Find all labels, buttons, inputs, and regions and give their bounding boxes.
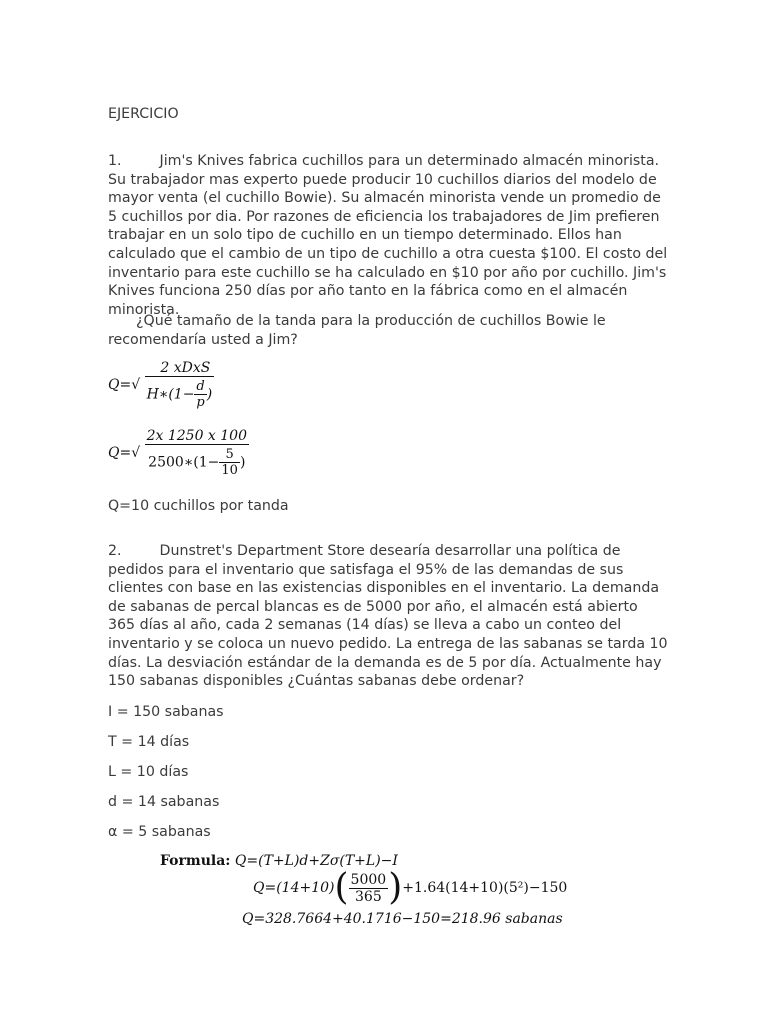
formula-1-fraction <box>145 360 215 410</box>
exercise-1-paragraph <box>108 152 668 319</box>
formula-order-substituted: Q=(14+10)( $\frac{5000}{365}$ )+1.64(14+10)(5²)−150 <box>253 867 568 908</box>
formula-1-lhs: Q=√ <box>108 377 141 393</box>
exercise-1-question-line-2: recomendaría usted a Jim? <box>108 332 298 348</box>
step-2-prefix: Q=(14+10) <box>253 880 335 896</box>
given-inventory: I = 150 sabanas <box>108 704 224 720</box>
formula-eoq-general <box>108 360 214 410</box>
given-demand: d = 14 sabanas <box>108 794 220 810</box>
formula-general-expression: Q=(T+L)d+Zσ(T+L)−I <box>234 853 398 869</box>
given-std-dev: α = 5 sabanas <box>108 824 211 840</box>
exercise-2-paragraph <box>108 542 668 691</box>
exercise-2-text: Dunstret's Department Store desearía desarrollar una política de pedidos para el inventario que satisfaga el 95% de las demandas de sus clientes con base en las existencias disponibles en el inventario. La demanda de sabanas de percal blancas es de 5000 por año, el almacén está abierto 365 días al año, cada 2 semanas (14 días) se lleva a cabo un conteo del inventario y se coloca un nuevo pedido. La entrega de las sabanas se tarda 10 días. La desviación estándar de la demanda es de 5 por día. Actualmente hay 150 sabanas disponibles ¿Cuántas sabanas debe ordenar? <box>108 543 668 690</box>
result-unit: sabanas <box>505 911 563 927</box>
exercise-2-number: 2. <box>108 543 122 559</box>
formula-order-quantity: Formula: Q=(T+L)d+Zσ(T+L)−I <box>160 853 398 869</box>
formula-1-numerator: 2 xDxS <box>160 360 211 376</box>
exercise-1-text: Jim's Knives fabrica cuchillos para un determinado almacén minorista. Su trabajador mas experto puede producir 10 cuchillos diarios del modelo de mayor venta (el cuchillo Bowie). Su almacén minorista vende un promedio de 5 cuchillos por dia. Por razones de eficiencia los trabajadores de Jim prefieren trabajar en un solo tipo de cuchillo en un tiempo determinado. Ellos han calculado que el cambio de un tipo de cuchillo a otra cuesta $100. El costo del inventario para este cuchillo se ha calculado en $10 por año por cuchillo. Jim's Knives funciona 250 días por año tanto en la fábrica como en el almacén minorista. <box>108 153 668 318</box>
formula-eoq-substituted <box>108 428 249 478</box>
formula-2-denominator: 2500∗(1− $\frac{5}{10}$ ) <box>148 447 246 478</box>
document-title: EJERCICIO <box>108 106 179 122</box>
exercise-1-question-line-1: ¿Qué tamaño de la tanda para la producción de cuchillos Bowie le <box>136 313 606 329</box>
exercise-1-number: 1. <box>108 153 122 169</box>
formula-2-lhs: Q=√ <box>108 445 141 461</box>
formula-2-numerator: 2x 1250 x 100 <box>146 428 247 444</box>
step-2-suffix: +1.64(14+10)(5²)−150 <box>402 880 568 896</box>
given-review-period: T = 14 días <box>108 734 190 750</box>
result-expression: Q=328.7664+40.1716−150=218.96 <box>242 911 501 927</box>
formula-1-denominator: H∗(1− $\frac{d}{p}$ ) <box>146 379 213 410</box>
formula-label: Formula <box>160 853 226 869</box>
given-lead-time: L = 10 días <box>108 764 189 780</box>
step-2-fraction: $\frac{5000}{365}$ <box>350 871 387 905</box>
exercise-1-answer: Q=10 cuchillos por tanda <box>108 498 289 514</box>
formula-order-result <box>242 911 563 927</box>
formula-2-fraction <box>145 428 249 478</box>
